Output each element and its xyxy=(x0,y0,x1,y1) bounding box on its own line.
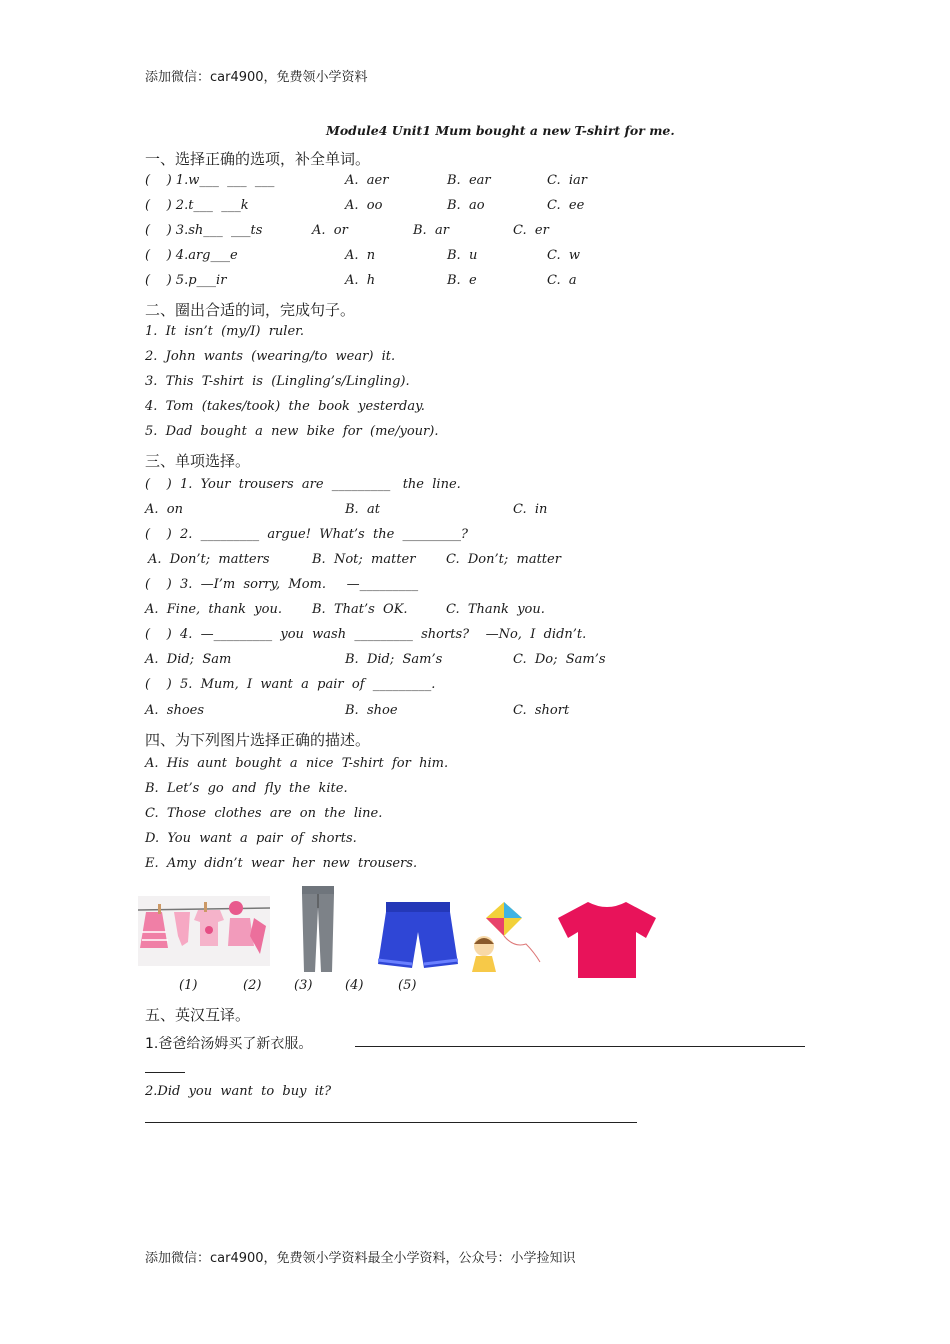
s3-q3-b: B. That’s OK. xyxy=(312,602,408,617)
s1-q1-b: B. ear xyxy=(447,173,491,188)
s3-q1-a: A. on xyxy=(145,502,183,517)
s3-q4-a: A. Did; Sam xyxy=(145,652,232,667)
section3-heading: 三、单项选择。 xyxy=(145,452,251,470)
s3-q4-b: B. Did; Sam’s xyxy=(345,652,443,667)
s1-q4-b: B. u xyxy=(447,248,478,263)
s5-q1-answer-line-cont[interactable] xyxy=(145,1072,185,1073)
s3-q2-a: A. Don’t; matters xyxy=(148,552,270,567)
picture-label-5: (5) xyxy=(398,978,417,993)
s5-q2-answer-line[interactable] xyxy=(145,1122,637,1123)
s1-q2: ( ) 2.t___ ___k xyxy=(145,198,249,213)
s2-item-4: 4. Tom (takes/took) the book yesterday. xyxy=(145,399,425,414)
s4-option-c: C. Those clothes are on the line. xyxy=(145,806,383,821)
picture-label-3: (3) xyxy=(294,978,313,993)
kite-girl-picture xyxy=(470,900,546,974)
s3-q2-c: C. Don’t; matter xyxy=(446,552,561,567)
s1-q3-a: A. or xyxy=(312,223,348,238)
s3-q4: ( ) 4. —_________ you wash _________ shorts? —No, I didn’t. xyxy=(145,627,587,642)
s1-q1-a: A. aer xyxy=(345,173,389,188)
s3-q5: ( ) 5. Mum, I want a pair of _________. xyxy=(145,677,436,692)
s5-q2: 2.Did you want to buy it? xyxy=(145,1084,332,1099)
section1-heading: 一、选择正确的选项，补全单词。 xyxy=(145,150,371,168)
s1-q4-c: C. w xyxy=(547,248,581,263)
s3-q3: ( ) 3. —I’m sorry, Mom. —_________ xyxy=(145,577,419,592)
s4-option-b: B. Let’s go and fly the kite. xyxy=(145,781,348,796)
s3-q4-c: C. Do; Sam’s xyxy=(513,652,606,667)
s3-q1-b: B. at xyxy=(345,502,380,517)
s2-item-1: 1. It isn’t (my/I) ruler. xyxy=(145,324,305,339)
s1-q5-c: C. a xyxy=(547,273,577,288)
picture-label-4: (4) xyxy=(345,978,364,993)
s1-q5: ( ) 5.p___ir xyxy=(145,273,227,288)
s3-q5-a: A. shoes xyxy=(145,703,205,718)
s2-item-3: 3. This T-shirt is (Lingling’s/Lingling). xyxy=(145,374,410,389)
picture-label-1: (1) xyxy=(179,978,198,993)
s1-q2-a: A. oo xyxy=(345,198,383,213)
s3-q2: ( ) 2. _________ argue! What’s the _________? xyxy=(145,527,469,542)
s2-item-2: 2. John wants (wearing/to wear) it. xyxy=(145,349,396,364)
clothesline-picture xyxy=(138,896,270,966)
s5-q1: 1.爸爸给汤姆买了新衣服。 xyxy=(145,1036,313,1052)
s4-option-a: A. His aunt bought a nice T-shirt for him. xyxy=(145,756,449,771)
s1-q1: ( ) 1.w___ ___ ___ xyxy=(145,173,275,188)
tshirt-picture xyxy=(558,900,656,978)
s4-option-e: E. Amy didn’t wear her new trousers. xyxy=(145,856,418,871)
section4-heading: 四、为下列图片选择正确的描述。 xyxy=(145,731,371,749)
s1-q3-b: B. ar xyxy=(413,223,449,238)
s1-q2-c: C. ee xyxy=(547,198,585,213)
s3-q2-b: B. Not; matter xyxy=(312,552,416,567)
trousers-picture xyxy=(298,886,338,972)
s2-item-5: 5. Dad bought a new bike for (me/your). xyxy=(145,424,439,439)
header-note: 添加微信：car4900，免费领小学资料 xyxy=(145,70,368,85)
s1-q1-c: C. iar xyxy=(547,173,588,188)
s3-q3-a: A. Fine, thank you. xyxy=(145,602,282,617)
s3-q1: ( ) 1. Your trousers are _________ the line. xyxy=(145,477,461,492)
s1-q5-a: A. h xyxy=(345,273,376,288)
s1-q4: ( ) 4.arg___e xyxy=(145,248,238,263)
s1-q3: ( ) 3.sh___ ___ts xyxy=(145,223,263,238)
s1-q3-c: C. er xyxy=(513,223,549,238)
shorts-picture xyxy=(378,902,458,968)
s1-q2-b: B. ao xyxy=(447,198,485,213)
s3-q3-c: C. Thank you. xyxy=(446,602,545,617)
s1-q5-b: B. e xyxy=(447,273,477,288)
page-title: Module4 Unit1 Mum bought a new T-shirt for me. xyxy=(326,123,675,138)
section2-heading: 二、圈出合适的词，完成句子。 xyxy=(145,301,356,319)
footer-note: 添加微信：car4900，免费领小学资料最全小学资料，公众号：小学捡知识 xyxy=(145,1251,576,1266)
s3-q5-b: B. shoe xyxy=(345,703,398,718)
s5-q1-answer-line[interactable] xyxy=(355,1046,805,1047)
s4-option-d: D. You want a pair of shorts. xyxy=(145,831,357,846)
s1-q4-a: A. n xyxy=(345,248,376,263)
section5-heading: 五、英汉互译。 xyxy=(145,1006,251,1024)
s3-q5-c: C. short xyxy=(513,703,570,718)
s3-q1-c: C. in xyxy=(513,502,548,517)
picture-label-2: (2) xyxy=(243,978,262,993)
